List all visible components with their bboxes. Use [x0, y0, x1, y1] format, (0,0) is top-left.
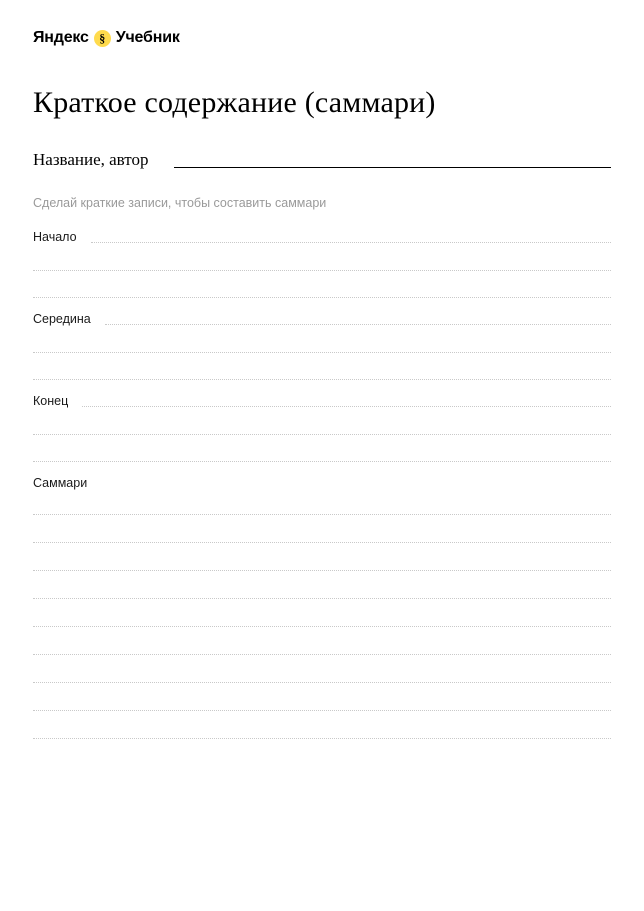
section-first-line [33, 312, 611, 328]
write-line[interactable] [33, 434, 611, 435]
write-line[interactable] [33, 654, 611, 655]
write-line[interactable] [33, 270, 611, 271]
write-line[interactable] [33, 461, 611, 462]
write-line[interactable] [33, 352, 611, 353]
write-line[interactable] [33, 514, 611, 515]
write-line[interactable] [33, 570, 611, 571]
write-line[interactable] [33, 297, 611, 298]
instruction-hint: Сделай краткие записи, чтобы составить саммари [33, 196, 327, 210]
title-author-write-line[interactable] [174, 167, 611, 168]
write-line[interactable] [33, 626, 611, 627]
section-lines [33, 270, 611, 298]
section-first-line [33, 476, 611, 490]
section-beginning [33, 230, 611, 298]
title-author-label: Название, автор [33, 150, 149, 169]
yandex-uchebnik-logo [33, 0, 611, 48]
title-author-row [33, 150, 611, 172]
logo-text-yandex: Яндекс [33, 29, 89, 46]
write-line[interactable] [33, 379, 611, 380]
section-lines [33, 352, 611, 380]
page-title: Краткое содержание (саммари) [33, 86, 436, 119]
section-label-end: Конец [33, 394, 69, 408]
sections-container [33, 230, 611, 739]
section-end [33, 394, 611, 462]
write-line[interactable] [105, 324, 611, 325]
write-line[interactable] [33, 598, 611, 599]
write-line[interactable] [33, 542, 611, 543]
logo-text-uchebnik: Учебник [115, 29, 180, 46]
section-middle [33, 312, 611, 380]
write-line[interactable] [91, 242, 611, 243]
section-lines [33, 434, 611, 462]
section-label-summary: Саммари [33, 476, 88, 490]
section-label-beginning: Начало [33, 230, 77, 244]
section-first-line [33, 394, 611, 410]
logo-badge-icon: § [94, 30, 111, 47]
section-summary [33, 476, 611, 739]
write-line[interactable] [33, 738, 611, 739]
write-line[interactable] [33, 682, 611, 683]
section-label-middle: Середина [33, 312, 91, 326]
write-line[interactable] [82, 406, 611, 407]
write-line[interactable] [33, 710, 611, 711]
section-first-line [33, 230, 611, 246]
section-lines [33, 514, 611, 739]
